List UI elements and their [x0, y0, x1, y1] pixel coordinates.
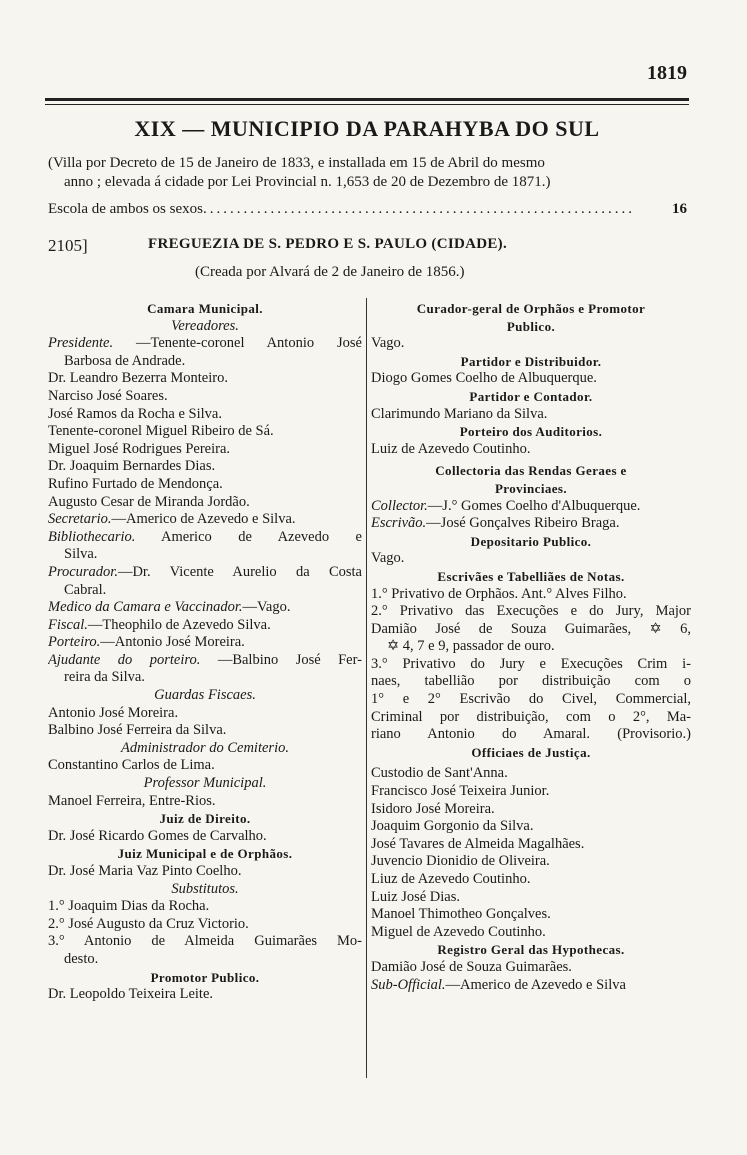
entry-text: Partidor e Distribuidor.: [460, 353, 602, 369]
entry-text: Depositario Publico.: [470, 533, 592, 549]
entry-text: Francisco José Teixeira Junior.: [371, 783, 550, 800]
entry-line: [371, 853, 691, 871]
entry-line: [371, 726, 691, 744]
section-heading: [371, 388, 691, 406]
entry-text: Vago.: [371, 550, 405, 567]
entry-text: Dr. Leandro Bezerra Monteiro.: [48, 370, 228, 387]
section-heading: [371, 480, 691, 498]
entry-text: —Balbino José Fer-: [200, 651, 362, 668]
escola-label: Escola de ambos os sexos: [48, 201, 203, 217]
entry-line: [48, 353, 362, 371]
entry-line: [371, 871, 691, 889]
entry-role: Procurador.: [48, 563, 118, 580]
section-heading: [371, 353, 691, 371]
entry-line: [48, 705, 362, 723]
entry-line: [371, 818, 691, 836]
section-heading: [371, 941, 691, 959]
entry-text: Administrador do Cemiterio.: [121, 739, 289, 756]
entry-line: [48, 617, 362, 635]
entry-text: —J.° Gomes Coelho d'Albuquerque.: [427, 497, 641, 514]
entry-text: Officiaes de Justiça.: [471, 744, 591, 760]
freguezia-code: 2105]: [48, 236, 88, 255]
freguezia-name: FREGUEZIA DE S. PEDRO E S. PAULO (CIDADE).: [148, 236, 508, 252]
entry-line: [371, 586, 691, 604]
entry-line: [48, 898, 362, 916]
entry-text: 2.° José Augusto da Cruz Victorio.: [48, 915, 249, 932]
entry-role: Collector.: [371, 497, 428, 514]
entry-text: Manoel Ferreira, Entre-Rios.: [48, 792, 216, 809]
entry-line: [48, 476, 362, 494]
entry-text: Partidor e Contador.: [469, 388, 593, 404]
intro-line-2: anno ; elevada á cidade por Lei Provincial n. 1,653 de 20 de Dezembro de 1871.): [64, 174, 551, 190]
entry-text: —Vago.: [242, 599, 291, 616]
entry-text: Manoel Thimotheo Gonçalves.: [371, 906, 551, 923]
entry-text: Isidoro José Moreira.: [371, 800, 495, 817]
entry-text: 1° e 2° Escrivão do Civel, Commercial,: [371, 691, 691, 708]
entry-text: Vereadores.: [171, 317, 239, 334]
entry-line: [48, 916, 362, 934]
entry-line: [48, 722, 362, 740]
entry-text: Guardas Fiscaes.: [154, 687, 256, 704]
entry-line: [371, 889, 691, 907]
entry-text: —Antonio José Moreira.: [100, 634, 245, 651]
entry-text: Damião José de Souza Guimarães, ✡ 6,: [371, 620, 691, 637]
entry-text: Publico.: [506, 318, 556, 334]
entry-line: [48, 564, 362, 582]
section-heading: [48, 845, 362, 863]
entry-text: Constantino Carlos de Lima.: [48, 757, 215, 774]
entry-text: Camara Municipal.: [147, 301, 263, 316]
entry-text: —Dr. Vicente Aurelio da Costa: [117, 563, 362, 580]
entry-line: [371, 441, 691, 459]
entry-line: [48, 441, 362, 459]
entry-line: [48, 599, 362, 617]
section-heading: [371, 568, 691, 586]
entry-text: Collectoria das Rendas Geraes e: [435, 463, 627, 479]
entry-text: Juvencio Dionidio de Oliveira.: [371, 853, 550, 870]
entry-line: [371, 906, 691, 924]
entry-line: [48, 793, 362, 811]
freguezia-criada: (Creada por Alvará de 2 de Janeiro de 1856.): [195, 264, 465, 280]
entry-text: Promotor Publico.: [150, 969, 260, 985]
entry-text: Silva.: [64, 546, 98, 563]
section-heading: [48, 300, 362, 318]
entry-text: Cabral.: [64, 581, 107, 598]
entry-text: Juiz Municipal e de Orphãos.: [117, 846, 293, 862]
entry-role: Fiscal.: [48, 616, 88, 633]
entry-text: 3.° Privativo do Jury e Execuções Crim i-: [371, 655, 691, 672]
section-heading: [48, 687, 362, 705]
entry-text: riano Antonio do Amaral. (Provisorio.): [371, 726, 691, 743]
entry-text: Dr. José Maria Vaz Pinto Coelho.: [48, 863, 242, 879]
section-heading: [371, 423, 691, 441]
entry-line: [48, 634, 362, 652]
entry-text: José Tavares de Almeida Magalhães.: [371, 835, 585, 852]
entry-text: 1.° Privativo de Orphãos. Ant.° Alves Filho.: [371, 585, 627, 602]
entry-text: Dr. Leopoldo Teixeira Leite.: [48, 986, 214, 1003]
entry-line: [371, 709, 691, 727]
entry-role: Porteiro.: [48, 634, 101, 651]
page-number: 1819: [647, 62, 687, 84]
section-heading: [48, 969, 362, 987]
section-heading: [371, 533, 691, 551]
entry-text: Custodio de Sant'Anna.: [371, 765, 508, 782]
entry-role: Medico da Camara e Vaccinador.: [48, 599, 243, 616]
entry-text: desto.: [64, 950, 99, 967]
entry-line: [48, 582, 362, 600]
entry-line: [48, 529, 362, 547]
entry-line: [48, 511, 362, 529]
section-heading: [48, 810, 362, 828]
entry-text: 3.° Antonio de Almeida Guimarães Mo-: [48, 933, 362, 950]
right-column: [371, 300, 691, 994]
entry-role: Ajudante do porteiro.: [48, 651, 201, 668]
section-heading: [48, 775, 362, 793]
entry-text: Joaquim Gorgonio da Silva.: [371, 818, 534, 835]
entry-text: Clarimundo Mariano da Silva.: [371, 405, 548, 422]
entry-line: [371, 783, 691, 801]
entry-line: [48, 986, 362, 1004]
entry-text: Liuz de Azevedo Coutinho.: [371, 871, 531, 887]
entry-text: Tenente-coronel Miguel Ribeiro de Sá.: [48, 423, 274, 440]
section-heading: [48, 740, 362, 758]
entry-line: [48, 388, 362, 406]
entry-text: naes, tabellião por distribuição com o: [371, 673, 691, 690]
entry-line: [48, 933, 362, 951]
entry-text: Antonio José Moreira.: [48, 704, 179, 721]
entry-text: Diogo Gomes Coelho de Albuquerque.: [371, 370, 597, 387]
entry-text: Dr. Joaquim Bernardes Dias.: [48, 458, 216, 475]
entry-line: [48, 652, 362, 670]
escola-count: 16: [672, 201, 687, 217]
entry-text: Dr. José Ricardo Gomes de Carvalho.: [48, 827, 267, 844]
entry-line: [371, 638, 691, 656]
entry-line: [48, 335, 362, 353]
entry-text: Balbino José Ferreira da Silva.: [48, 722, 227, 739]
entry-line: [48, 863, 362, 881]
section-heading: [371, 300, 691, 318]
entry-line: [371, 801, 691, 819]
entry-text: Luiz de Azevedo Coutinho.: [371, 440, 531, 457]
entry-text: Miguel José Rodrigues Pereira.: [48, 440, 231, 457]
entry-text: —José Gonçalves Ribeiro Braga.: [426, 515, 620, 532]
entry-line: [48, 458, 362, 476]
entry-role: Sub-Official.: [371, 976, 446, 993]
entry-text: 2.° Privativo das Execuções e do Jury, Major: [371, 603, 691, 620]
section-heading: [371, 462, 691, 480]
entry-text: Juiz de Direito.: [159, 811, 251, 827]
entry-line: [48, 828, 362, 846]
entry-line: [371, 335, 691, 353]
intro-paragraph: [48, 154, 687, 192]
entry-line: [371, 603, 691, 621]
entry-text: Porteiro dos Auditorios.: [459, 424, 603, 440]
entry-role: Bibliothecario.: [48, 528, 136, 545]
page-title: XIX — MUNICIPIO DA PARAHYBA DO SUL: [134, 116, 600, 141]
entry-line: [371, 836, 691, 854]
entry-text: —Americo de Azevedo e Silva.: [111, 511, 296, 528]
entry-text: Luiz José Dias.: [371, 888, 460, 905]
section-heading: [48, 881, 362, 899]
entry-line: [371, 977, 691, 995]
entry-text: Criminal por distribuição, com o 2°, Ma-: [371, 708, 691, 725]
entry-text: —Americo de Azevedo e Silva: [445, 976, 626, 993]
entry-role: Presidente.: [48, 335, 114, 352]
entry-line: [371, 621, 691, 639]
entry-line: [371, 370, 691, 388]
entry-text: Narciso José Soares.: [48, 387, 168, 404]
entry-line: [371, 673, 691, 691]
entry-line: [48, 669, 362, 687]
entry-text: Barbosa de Andrade.: [64, 352, 186, 369]
entry-text: Escrivães e Tabelliães de Notas.: [437, 568, 625, 584]
escola-line: [48, 201, 687, 218]
entry-text: José Ramos da Rocha e Silva.: [48, 405, 222, 422]
entry-text: Miguel de Azevedo Coutinho.: [371, 923, 546, 940]
entry-line: [371, 406, 691, 424]
freguezia-heading: [48, 236, 687, 256]
intro-line-1: (Villa por Decreto de 15 de Janeiro de 1833, e installada em 15 de Abril do mesmo: [48, 155, 545, 171]
escola-dots: ................................................................: [202, 201, 635, 217]
entry-line: [371, 765, 691, 783]
entry-text: ✡ 4, 7 e 9, passador de ouro.: [387, 638, 555, 655]
entry-text: reira da Silva.: [64, 669, 145, 686]
entry-line: [371, 959, 691, 977]
entry-line: [48, 757, 362, 775]
entry-text: Damião José de Souza Guimarães.: [371, 958, 572, 975]
entry-text: 1.° Joaquim Dias da Rocha.: [48, 898, 210, 915]
entry-line: [371, 498, 691, 516]
header-rule-thin: [45, 104, 689, 105]
entry-text: Vago.: [371, 335, 405, 352]
entry-line: [371, 515, 691, 533]
entry-text: Professor Municipal.: [143, 775, 267, 792]
section-heading: [371, 318, 691, 336]
entry-line: [48, 951, 362, 969]
entry-line: [48, 406, 362, 424]
entry-text: Rufino Furtado de Mendonça.: [48, 475, 223, 492]
entry-role: Secretario.: [48, 511, 112, 528]
entry-text: Americo de Azevedo e: [135, 528, 362, 545]
entry-text: —Tenente-coronel Antonio José: [113, 335, 362, 352]
entry-line: [371, 924, 691, 942]
entry-text: Augusto Cesar de Miranda Jordão.: [48, 493, 250, 510]
left-column: [48, 300, 362, 1004]
entry-line: [371, 691, 691, 709]
entry-line: [371, 550, 691, 568]
entry-text: Curador-geral de Orphãos e Promotor: [416, 301, 646, 316]
entry-role: Escrivão.: [371, 515, 427, 532]
entry-line: [48, 370, 362, 388]
entry-text: Provinciaes.: [494, 480, 568, 496]
entry-text: —Theophilo de Azevedo Silva.: [87, 616, 271, 633]
header-rule-thick: [45, 98, 689, 101]
entry-line: [48, 494, 362, 512]
column-divider: [366, 298, 367, 1078]
entry-text: Substitutos.: [171, 880, 239, 897]
entry-line: [48, 546, 362, 564]
section-heading: [371, 744, 691, 762]
entry-text: Registro Geral das Hypothecas.: [437, 942, 625, 958]
entry-line: [48, 423, 362, 441]
section-heading: [48, 318, 362, 336]
entry-line: [371, 656, 691, 674]
